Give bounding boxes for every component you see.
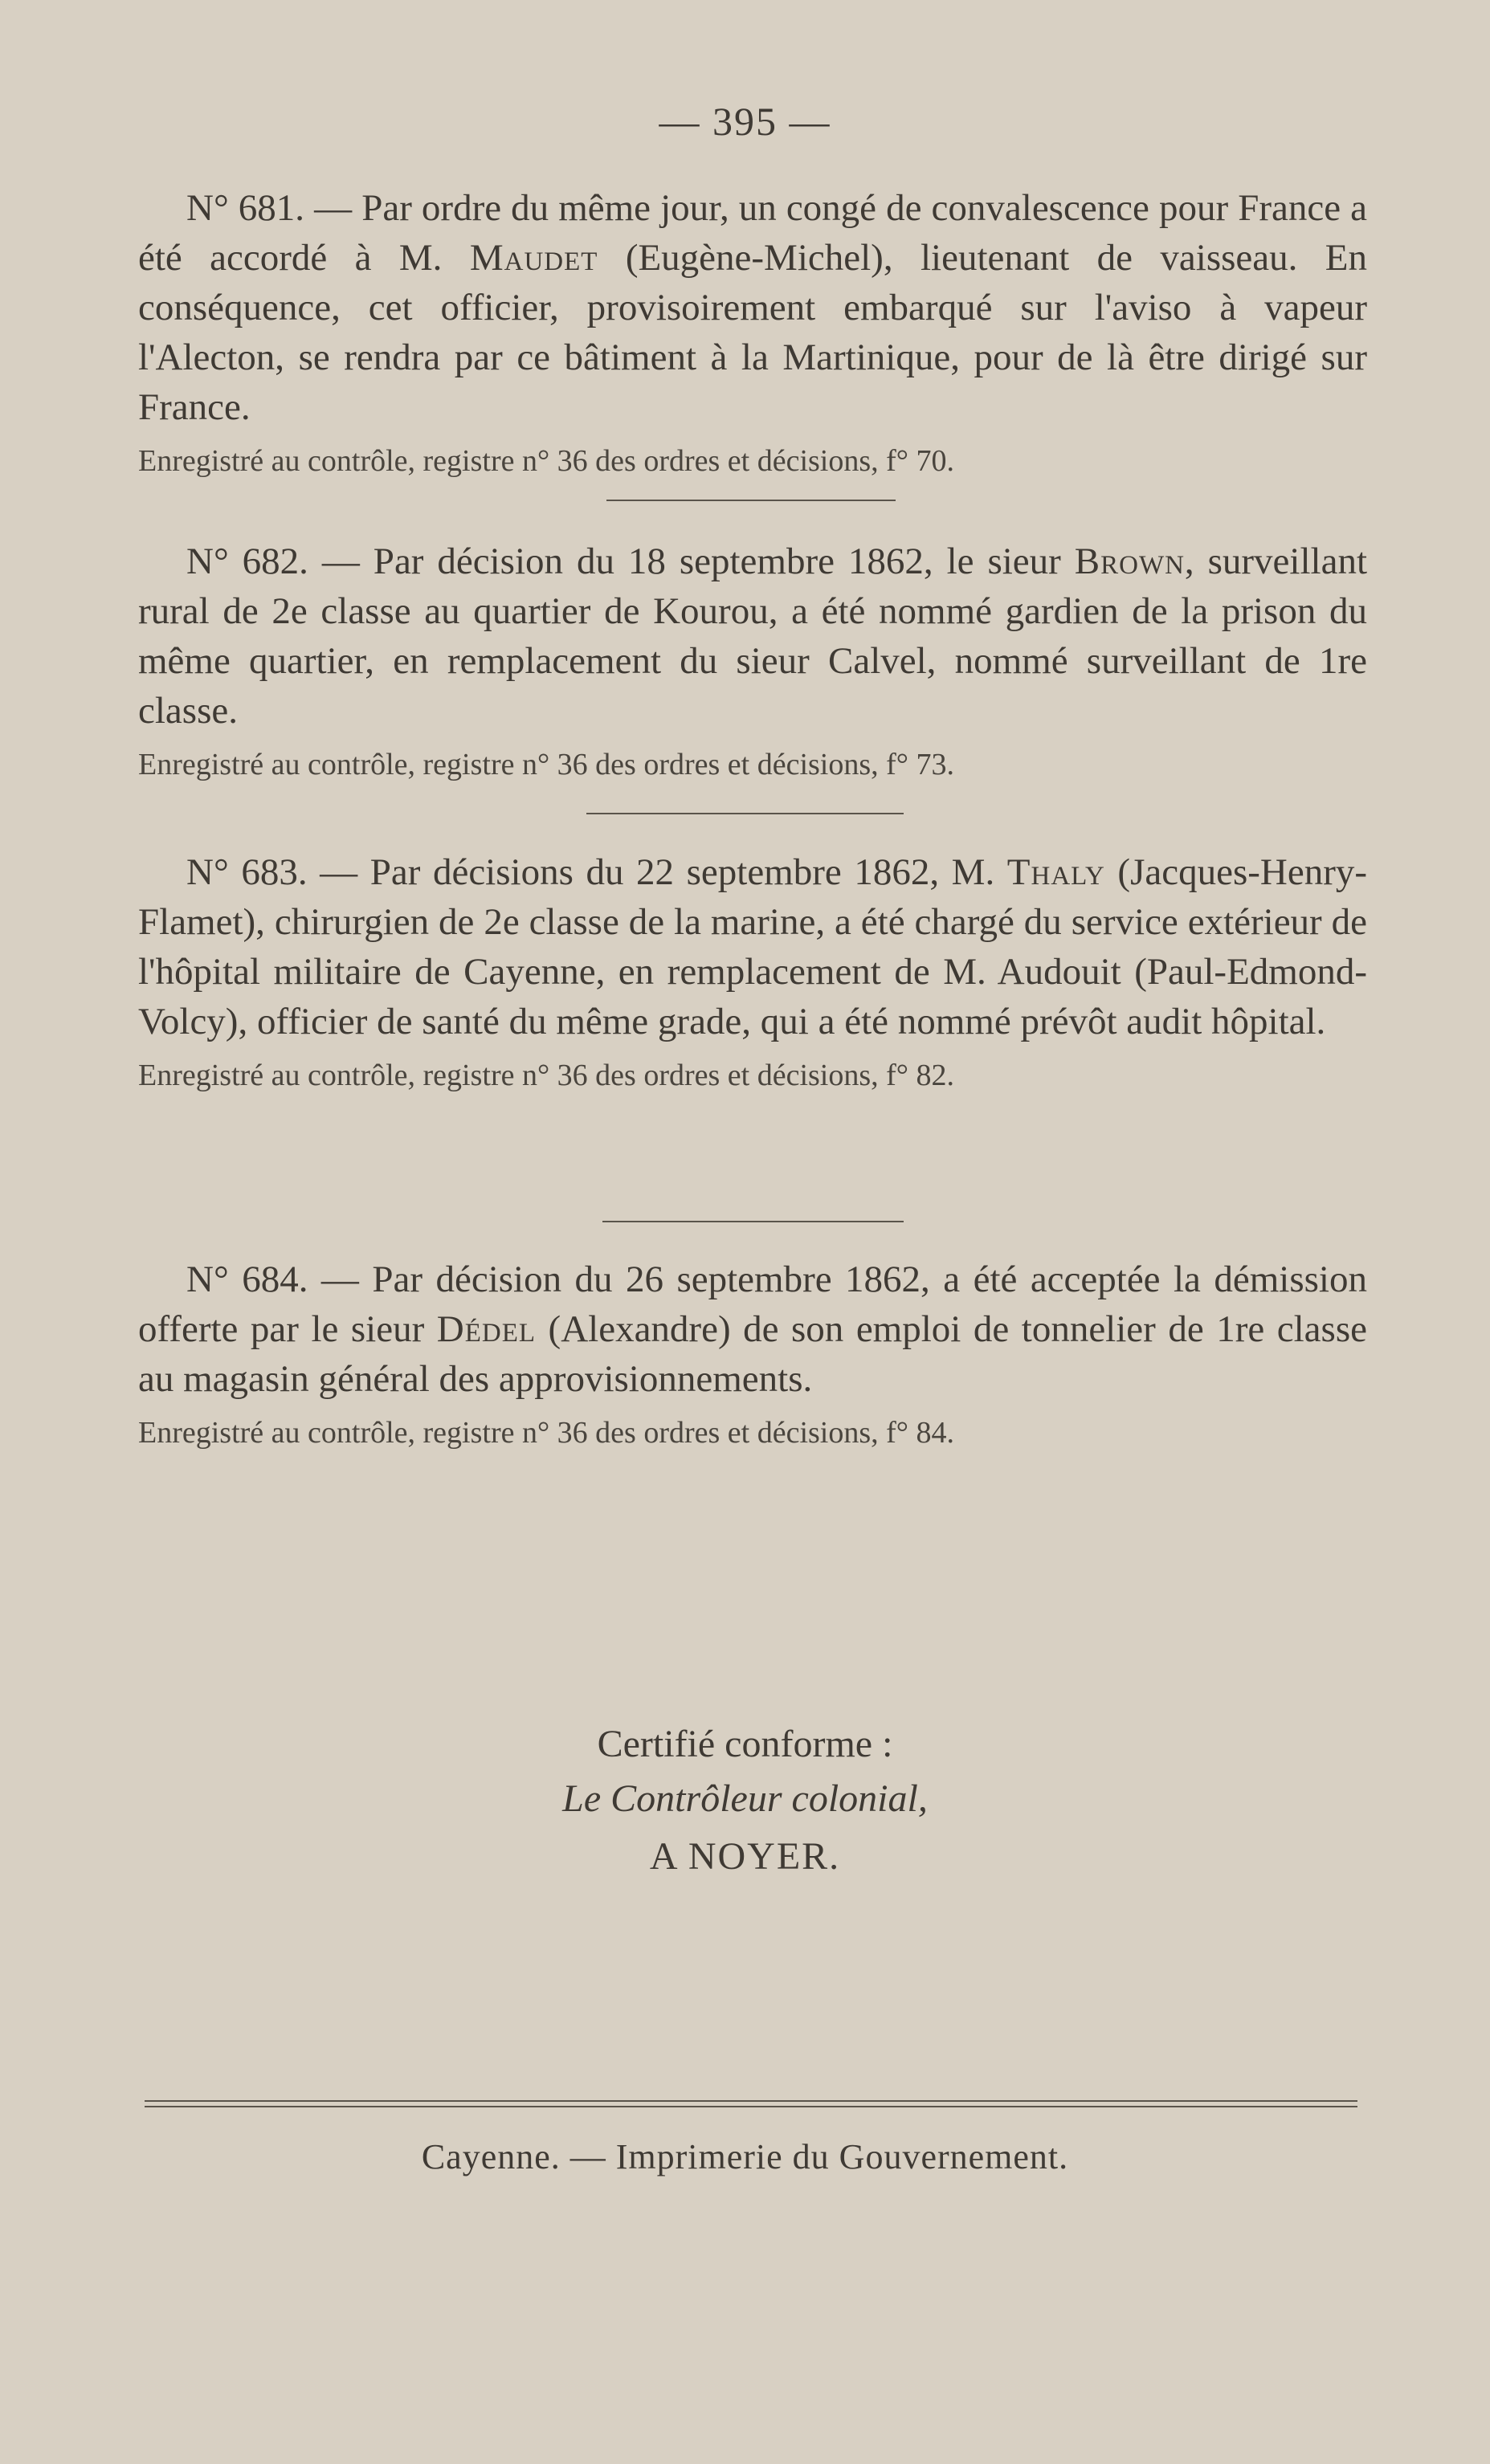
entry-683 xyxy=(138,847,1367,1098)
printer-footer: Cayenne. — Imprimerie du Gouvernement. xyxy=(421,2137,1069,2176)
footer-rule xyxy=(145,2100,1357,2102)
entry-681 xyxy=(138,183,1367,483)
page-number: — 395 — xyxy=(659,99,831,144)
separator-rule xyxy=(602,1221,904,1222)
certification: Certifié conforme : xyxy=(597,1723,893,1765)
entry-text: N° 684. — Par décision du 26 septembre 1862, a été acceptée la démission offerte par le sieur Dédel (Alexandre) de son emploi de tonnelier de 1re classe au magasin général des approvisionnements. xyxy=(138,1259,1367,1400)
registration-note: Enregistré au contrôle, registre n° 36 des ordres et décisions, f° 82. xyxy=(138,1059,954,1092)
entry-number: N° 684. xyxy=(186,1259,308,1300)
entry-number: N° 682. xyxy=(186,541,308,582)
person-name: Brown xyxy=(1074,541,1185,582)
footer-rule xyxy=(145,2106,1357,2107)
person-name: Thaly xyxy=(1006,851,1105,893)
registration-note: Enregistré au contrôle, registre n° 36 des ordres et décisions, f° 70. xyxy=(138,444,954,478)
entry-682 xyxy=(138,536,1367,787)
registration-note: Enregistré au contrôle, registre n° 36 des ordres et décisions, f° 84. xyxy=(138,1416,954,1450)
entry-684 xyxy=(138,1254,1367,1455)
entry-number: N° 681. xyxy=(186,187,305,229)
controller-title: Le Contrôleur colonial, xyxy=(562,1777,928,1820)
separator-rule xyxy=(586,813,904,814)
registration-note: Enregistré au contrôle, registre n° 36 des ordres et décisions, f° 73. xyxy=(138,748,954,781)
entry-text: N° 682. — Par décision du 18 septembre 1862, le sieur Brown, surveillant rural de 2e classe au quartier de Kourou, a été nommé gardien de la prison du même quartier, en remplacement du sieur Calvel, nommé surveillant de 1re classe. xyxy=(138,541,1368,732)
separator-rule xyxy=(606,500,896,501)
entry-text: N° 683. — Par décisions du 22 septembre 1862, M. Thaly (Jacques-Henry-Flamet), chirurgien de 2e classe de la marine, a été chargé du service extérieur de l'hôpital militaire de Cayenne, en remplacement de M. Audouit (Paul-Edmond-Volcy), officier de santé du même grade, qui a été nommé prévôt audit hôpital. xyxy=(138,851,1367,1042)
signatory-name: A NOYER. xyxy=(649,1835,841,1878)
entry-number: N° 683. xyxy=(186,851,308,893)
person-name: Maudet xyxy=(469,237,598,279)
entry-text: N° 681. — Par ordre du même jour, un congé de convalescence pour France a été accordé à M. Maudet (Eugène-Michel), lieutenant de vaisseau. En conséquence, cet officier, provisoirement embarqué sur l'aviso à vapeur l'Alecton, se rendra par ce bâtiment à la Martinique, pour de là être dirigé sur France. xyxy=(138,187,1367,428)
person-name: Dédel xyxy=(436,1308,537,1350)
